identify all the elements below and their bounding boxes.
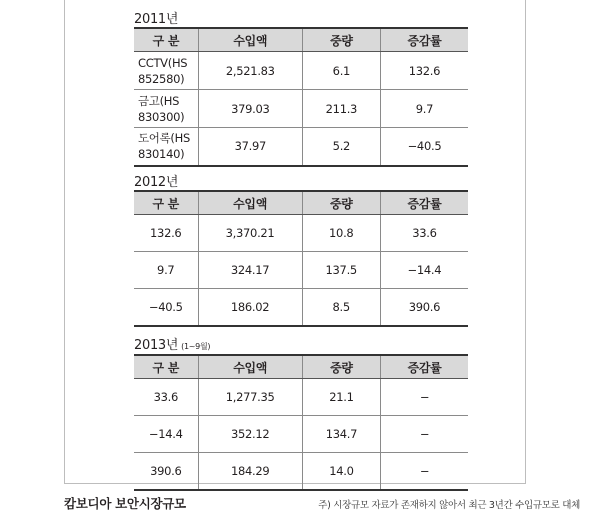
row-label: 9.7 (134, 252, 198, 289)
year-label: 2011년 (134, 12, 179, 27)
cell-import-value: 184.29 (198, 453, 302, 490)
table-header-row (134, 355, 468, 379)
header-weight: 중량 (302, 28, 380, 52)
cell-weight: 137.5 (302, 252, 380, 289)
row-label: −14.4 (134, 416, 198, 453)
year-2011-title (134, 8, 178, 27)
table-row (134, 252, 468, 289)
table-row (134, 289, 468, 326)
header-category: 구 분 (134, 191, 198, 215)
row-label: 금고(HS 830300) (134, 90, 198, 128)
cell-change-rate: −40.5 (380, 128, 468, 166)
header-import-value: 수입액 (198, 191, 302, 215)
cell-import-value: 1,277.35 (198, 379, 302, 416)
cell-import-value: 186.02 (198, 289, 302, 326)
row-label: CCTV(HS 852580) (134, 52, 198, 90)
table-2012 (134, 190, 468, 327)
footnote: 주) 시장규모 자료가 존재하지 않아서 최근 3년간 수입규모로 대체 (318, 500, 580, 511)
table-row (134, 416, 468, 453)
table-row (134, 128, 468, 166)
header-weight: 중량 (302, 191, 380, 215)
cell-weight: 5.2 (302, 128, 380, 166)
row-label: 도어록(HS 830140) (134, 128, 198, 166)
row-label: 33.6 (134, 379, 198, 416)
cell-weight: 21.1 (302, 379, 380, 416)
table-2013 (134, 354, 468, 491)
cell-change-rate: − (381, 379, 468, 416)
cell-weight: 211.3 (302, 90, 380, 128)
cell-weight: 134.7 (302, 416, 380, 453)
cell-change-rate: 132.6 (380, 52, 468, 90)
table-row (134, 215, 468, 252)
cell-import-value: 379.03 (198, 90, 302, 128)
header-category: 구 분 (134, 28, 198, 52)
cell-change-rate: 390.6 (380, 289, 468, 326)
figure-caption: 캄보디아 보안시장규모 (64, 496, 186, 511)
row-label: −40.5 (134, 289, 198, 326)
header-change-rate: 증감률 (380, 28, 468, 52)
cell-weight: 10.8 (302, 215, 380, 252)
cell-change-rate: − (381, 453, 468, 490)
cell-import-value: 324.17 (198, 252, 302, 289)
header-category: 구 분 (134, 355, 198, 379)
header-change-rate: 증감률 (380, 191, 468, 215)
cell-change-rate: − (381, 416, 468, 453)
table-row (134, 90, 468, 128)
table-row (134, 52, 468, 90)
year-period-note: (1~9월) (181, 342, 211, 351)
cell-import-value: 352.12 (198, 416, 302, 453)
row-label: 132.6 (134, 215, 198, 252)
table-header-row (134, 191, 468, 215)
year-2013-title (134, 334, 210, 353)
cell-import-value: 37.97 (198, 128, 302, 166)
year-label: 2012년 (134, 175, 179, 190)
header-change-rate: 증감률 (381, 355, 468, 379)
cell-change-rate: 33.6 (380, 215, 468, 252)
row-label: 390.6 (134, 453, 198, 490)
table-header-row (134, 28, 468, 52)
header-weight: 중량 (302, 355, 380, 379)
table-row (134, 453, 468, 490)
cell-weight: 8.5 (302, 289, 380, 326)
table-row (134, 379, 468, 416)
year-2012-title (134, 171, 178, 190)
table-2011 (134, 27, 468, 167)
cell-change-rate: 9.7 (380, 90, 468, 128)
year-label: 2013년 (134, 338, 179, 353)
cell-weight: 14.0 (302, 453, 380, 490)
cell-import-value: 3,370.21 (198, 215, 302, 252)
cell-weight: 6.1 (302, 52, 380, 90)
cell-import-value: 2,521.83 (198, 52, 302, 90)
header-import-value: 수입액 (198, 355, 302, 379)
cell-change-rate: −14.4 (380, 252, 468, 289)
header-import-value: 수입액 (198, 28, 302, 52)
